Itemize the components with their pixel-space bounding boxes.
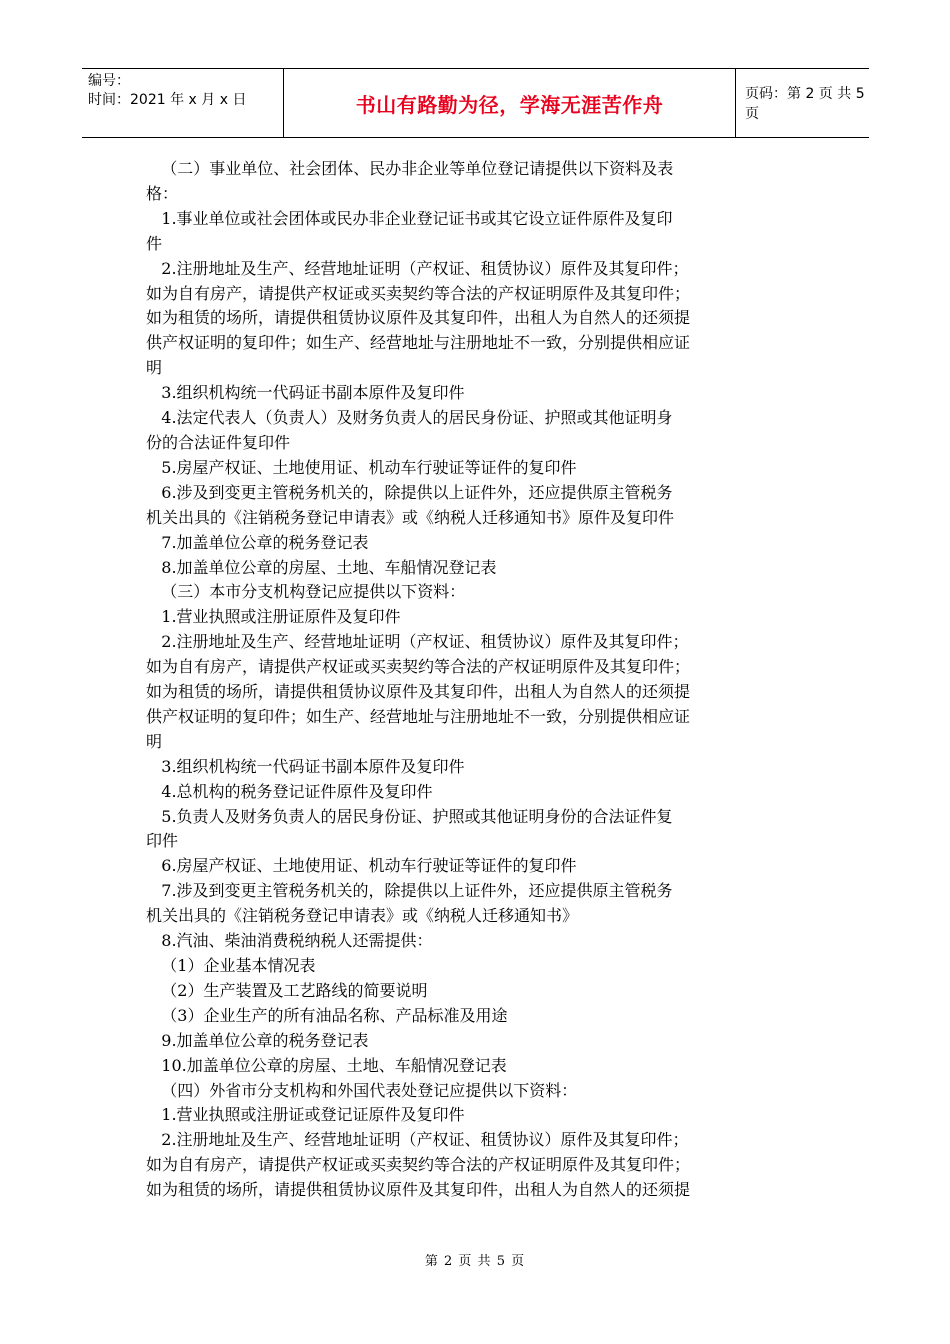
body-line: 9.加盖单位公章的税务登记表 — [146, 1030, 369, 1050]
body-line: 供产权证明的复印件；如生产、经营地址与注册地址不一致，分别提供相应证 — [146, 333, 691, 353]
header-meta — [82, 69, 283, 137]
body-line: 件 — [146, 233, 163, 253]
body-line: 明 — [146, 358, 163, 378]
document-body — [146, 157, 806, 1203]
body-line: 2.注册地址及生产、经营地址证明（产权证、租赁协议）原件及其复印件； — [146, 258, 689, 278]
body-line: 供产权证明的复印件；如生产、经营地址与注册地址不一致，分别提供相应证 — [146, 706, 691, 726]
body-line: 如为租赁的场所，请提供租赁协议原件及其复印件，出租人为自然人的还须提 — [146, 1180, 691, 1200]
document-number-label: 编号： — [88, 73, 130, 89]
body-line: 格： — [146, 183, 179, 203]
body-line: 如为自有房产，请提供产权证或买卖契约等合法的产权证明原件及其复印件； — [146, 1155, 691, 1175]
body-line: 7.涉及到变更主管税务机关的，除提供以上证件外，还应提供原主管税务 — [146, 881, 673, 901]
page-header — [82, 68, 869, 138]
body-line: 5.负责人及财务负责人的居民身份证、护照或其他证明身份的合法证件复 — [146, 806, 673, 826]
body-line: 1.营业执照或注册证原件及复印件 — [146, 607, 401, 627]
body-line: （二）事业单位、社会团体、民办非企业等单位登记请提供以下资料及表 — [146, 159, 674, 178]
body-line: 5.房屋产权证、土地使用证、机动车行驶证等证件的复印件 — [146, 457, 577, 477]
body-line: 4.法定代表人（负责人）及财务负责人的居民身份证、护照或其他证明身 — [146, 408, 673, 428]
body-line: 印件 — [146, 831, 179, 851]
body-line: （1）企业基本情况表 — [146, 956, 316, 975]
body-line: 1.营业执照或注册证或登记证原件及复印件 — [146, 1105, 465, 1125]
body-line: 机关出具的《注销税务登记申请表》或《纳税人迁移通知书》 — [146, 906, 579, 926]
body-line: 如为租赁的场所，请提供租赁协议原件及其复印件，出租人为自然人的还须提 — [146, 682, 691, 702]
header-motto: 书山有路勤为径，学海无涯苦作舟 — [283, 69, 736, 137]
page-footer: 第 2 页 共 5 页 — [424, 1254, 526, 1269]
body-line: 8.加盖单位公章的房屋、土地、车船情况登记表 — [146, 557, 497, 577]
body-line: 如为租赁的场所，请提供租赁协议原件及其复印件，出租人为自然人的还须提 — [146, 308, 691, 328]
body-line: 6.房屋产权证、土地使用证、机动车行驶证等证件的复印件 — [146, 856, 577, 876]
body-line: （3）企业生产的所有油品名称、产品标准及用途 — [146, 1005, 508, 1025]
body-line: 2.注册地址及生产、经营地址证明（产权证、租赁协议）原件及其复印件； — [146, 1130, 689, 1150]
body-line: 6.涉及到变更主管税务机关的，除提供以上证件外，还应提供原主管税务 — [146, 482, 673, 502]
body-line: （2）生产装置及工艺路线的简要说明 — [146, 980, 428, 1000]
body-line: （三）本市分支机构登记应提供以下资料： — [146, 582, 466, 602]
body-line: 份的合法证件复印件 — [146, 432, 291, 452]
body-line: 明 — [146, 731, 163, 751]
body-line: 如为自有房产，请提供产权证或买卖契约等合法的产权证明原件及其复印件； — [146, 283, 691, 303]
body-line: 8.汽油、柴油消费税纳税人还需提供： — [146, 931, 433, 951]
body-line: 2.注册地址及生产、经营地址证明（产权证、租赁协议）原件及其复印件； — [146, 632, 689, 652]
body-line: 10.加盖单位公章的房屋、土地、车船情况登记表 — [146, 1055, 507, 1075]
body-line: 机关出具的《注销税务登记申请表》或《纳税人迁移通知书》原件及复印件 — [146, 507, 675, 527]
body-line: 3.组织机构统一代码证书副本原件及复印件 — [146, 756, 465, 776]
body-line: 4.总机构的税务登记证件原件及复印件 — [146, 781, 433, 801]
body-line: （四）外省市分支机构和外国代表处登记应提供以下资料： — [146, 1080, 578, 1100]
header-page-code: 页码：第 2 页 共 5 页 — [745, 86, 865, 122]
body-line: 3.组织机构统一代码证书副本原件及复印件 — [146, 383, 465, 403]
body-line: 如为自有房产，请提供产权证或买卖契约等合法的产权证明原件及其复印件； — [146, 657, 691, 677]
body-line: 1.事业单位或社会团体或民办非企业登记证书或其它设立证件原件及复印 — [146, 208, 673, 228]
body-line: 7.加盖单位公章的税务登记表 — [146, 532, 369, 552]
document-date: 时间：2021 年 x 月 x 日 — [88, 92, 247, 108]
